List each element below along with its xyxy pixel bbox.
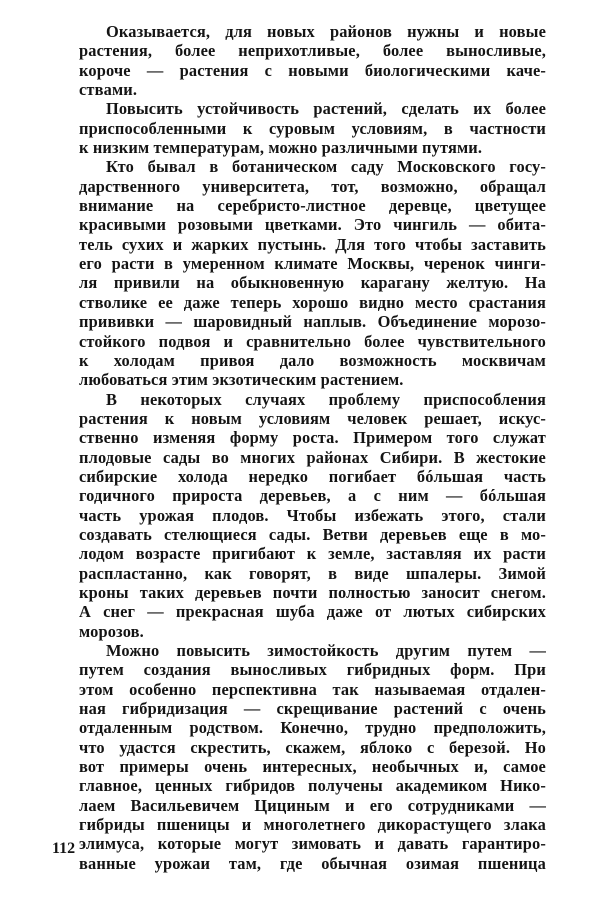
text-line: морозов. — [79, 621, 144, 641]
text-line: А снег — прекрасная шуба даже от лютых сибирских — [79, 602, 546, 622]
text-line: дарственного университета, тот, возможно, обращал — [79, 176, 546, 196]
text-line: лаем Васильевичем Цициным и его сотрудниками — — [79, 795, 546, 815]
text-line: плодовые сады во многих районах Сибири. В жестокие — [79, 447, 546, 467]
text-line: ная гибридизация — скрещивание растений с очень — [79, 699, 546, 719]
paragraph — [52, 390, 546, 641]
text-line: стволике ее даже теперь хорошо видно место срастания — [79, 292, 546, 312]
text-line: кроны таких деревьев почти полностью заносит снегом. — [79, 582, 546, 602]
text-line: прививки — шаровидный наплыв. Объединение морозо- — [79, 312, 546, 332]
text-line: лодом возрасте пригибают к земле, заставляя их расти — [79, 544, 546, 564]
text-line: растения к новым условиям человек решает, искус- — [79, 408, 546, 428]
text-line: гибриды пшеницы и многолетнего дикорастущего злака — [79, 815, 546, 835]
text-line: создавать стелющиеся сады. Ветви деревьев еще в мо- — [79, 524, 546, 544]
book-page-text — [52, 22, 546, 873]
text-line: ственно изменяя форму роста. Примером того служат — [79, 428, 546, 448]
text-line: приспособленными к суровым условиям, в частности — [79, 118, 546, 138]
paragraph — [52, 99, 546, 157]
paragraph — [52, 22, 546, 99]
text-line: этом особенно перспективна так называемая отдален- — [79, 679, 546, 699]
text-line: путем создания выносливых гибридных форм. При — [79, 660, 546, 680]
text-line: стойкого подвоя и сравнительно более чувствительного — [79, 331, 546, 351]
text-line: ванные урожаи там, где обычная озимая пшеница — [79, 853, 546, 873]
text-line: ля привили на обыкновенную карагану желтую. На — [79, 273, 546, 293]
text-line: главное, ценных гибридов получены академиком Нико- — [79, 776, 546, 796]
text-line: часть урожая плодов. Чтобы избежать этого, стали — [79, 505, 546, 525]
text-line: что удастся скрестить, скажем, яблоко с березой. Но — [79, 737, 546, 757]
text-line: элимуса, которые могут зимовать и давать гарантиро- — [79, 834, 546, 854]
text-line: Можно повысить зимостойкость другим путем — — [106, 641, 546, 660]
text-line: короче — растения с новыми биологическими каче- — [79, 60, 546, 80]
text-line: его расти в умеренном климате Москвы, черенок чинги- — [79, 254, 546, 274]
text-line: Повысить устойчивость растений, сделать их более — [106, 99, 546, 119]
text-line: красивыми розовыми цветками. Это чингиль — обита- — [79, 215, 546, 235]
text-line: годичного прироста деревьев, а с ним — бóльшая — [79, 486, 546, 506]
text-line: растения, более неприхотливые, более выносливые, — [79, 41, 546, 61]
text-line: вот примеры очень интересных, необычных и, самое — [79, 757, 546, 777]
text-line: внимание на серебристо-листное деревце, цветущее — [79, 196, 546, 216]
page-number: 112 — [52, 840, 76, 857]
text-line: Кто бывал в ботаническом саду Московского госу- — [106, 157, 546, 177]
text-line: В некоторых случаях проблему приспособления — [106, 389, 546, 409]
text-line: к низким температурам, можно различными путями. — [79, 138, 483, 158]
text-line: любоваться этим экзотическим растением. — [79, 370, 404, 390]
text-line: отдаленным родством. Конечно, трудно предположить, — [79, 718, 546, 738]
paragraph — [52, 157, 546, 389]
text-line: Оказывается, для новых районов нужны и новые — [106, 22, 546, 41]
paragraph — [52, 641, 546, 873]
text-line: сибирские холода нередко погибает бóльшая часть — [79, 466, 546, 486]
text-line: к холодам привоя дало возможность москвичам — [79, 350, 546, 370]
text-line: распластанно, как говорят, в виде шпалеры. Зимой — [79, 563, 546, 583]
text-line: ствами. — [79, 80, 138, 100]
text-line: тель сухих и жарких пустынь. Для того чтобы заставить — [79, 234, 546, 254]
